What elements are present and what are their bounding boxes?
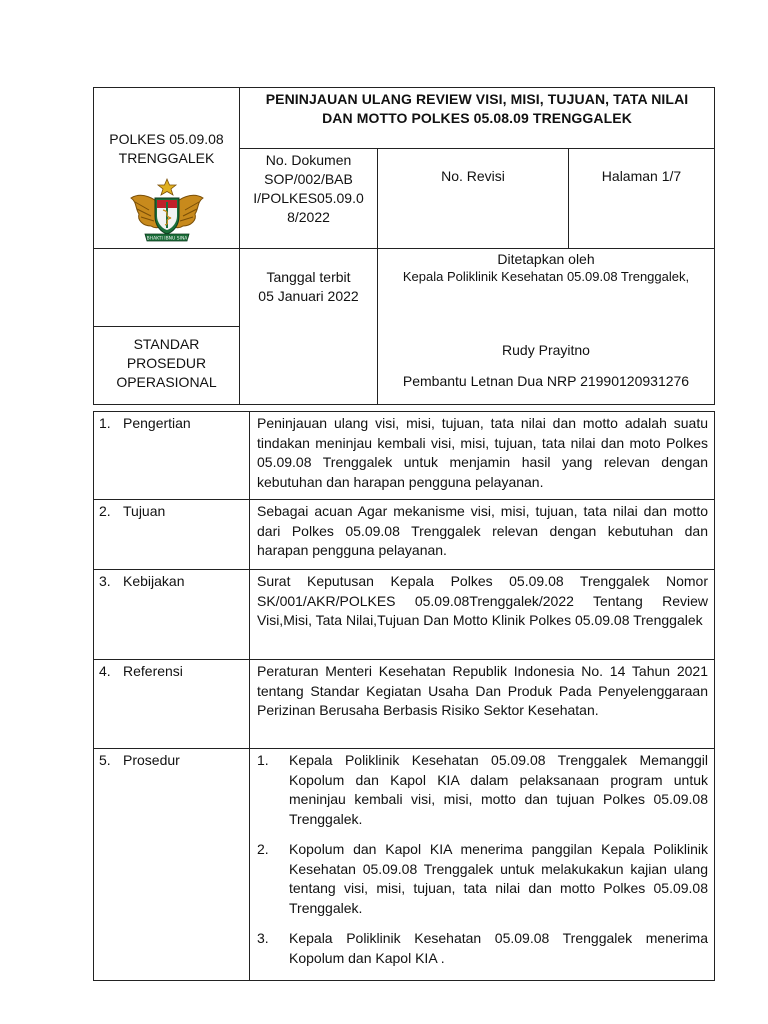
svg-text:BHAKTI IBNU SINA: BHAKTI IBNU SINA: [146, 236, 187, 242]
procedure-step: 2. Kopolum dan Kapol KIA menerima panggilan Kepala Poliklinik Kesehatan 05.09.08 Trenggalek untuk melakukakun kajian ulang tentang visi, misi, tujuan, tata nilai dan motto Polkes 05.09.08 Trenggalek.: [257, 841, 708, 916]
org-name: POLKES 05.09.08 TRENGGALEK: [109, 131, 224, 166]
revision-cell: No. Revisi: [378, 148, 569, 248]
section-row: [94, 749, 715, 981]
section-label: 1. Pengertian: [94, 412, 250, 500]
section-text: Peninjauan ulang visi, misi, tujuan, tata nilai dan motto adalah suatu tindakan meninjau kembali visi, misi, tujuan, tata nilai dan moto Polkes 05.09.08 Trenggalek untuk menjamin hasil yang relevan dengan kebutuhan dan harapan pengguna pelayanan.: [250, 412, 715, 500]
procedure-cell: [250, 749, 715, 981]
procedure-list: [257, 751, 708, 968]
section-label: 2. Tujuan: [94, 500, 250, 570]
sop-content-table: [93, 411, 715, 981]
org-cell: [94, 88, 240, 249]
procedure-step: 3. Kepala Poliklinik Kesehatan 05.09.08 Trenggalek menerima Kopolum dan Kapol KIA .: [257, 930, 708, 966]
issue-date-value: 05 Januari 2022: [258, 288, 359, 304]
section-text: Surat Keputusan Kepala Polkes 05.09.08 Trenggalek Nomor SK/001/AKR/POLKES 05.09.08Trenggalek/2022 Tentang Review Visi,Misi, Tata Nilai,Tujuan Dan Motto Klinik Polkes 05.09.08 Trenggalek: [250, 570, 715, 660]
doc-number-cell: [240, 148, 378, 248]
logo-spacer-cell: [94, 249, 240, 327]
doc-number-line-2: I/POLKES05.09.0: [253, 189, 364, 206]
approver-title: Kepala Poliklinik Kesehatan 05.09.08 Trenggalek,: [402, 269, 690, 284]
section-label: 3. Kebijakan: [94, 570, 250, 660]
approved-by-label: Ditetapkan oleh: [497, 251, 595, 267]
doc-number-line-3: 8/2022: [287, 208, 330, 225]
section-text: Sebagai acuan Agar mekanisme visi, misi, tujuan, tata nilai dan motto dari Polkes 05.09.08 Trenggalek relevan dengan kebutuhan dan harapan pengguna pelayanan.: [250, 500, 715, 570]
section-row: [94, 500, 715, 570]
section-row: [94, 660, 715, 749]
document-title: PENINJAUAN ULANG REVIEW VISI, MISI, TUJUAN, TATA NILAI DAN MOTTO POLKES 05.08.09 TRENGGALEK: [240, 88, 715, 149]
sop-header-table: [93, 87, 715, 405]
approver-rank: Pembantu Letnan Dua NRP 21990120931276: [402, 373, 690, 389]
doc-number-line-1: SOP/002/BAB: [264, 170, 353, 187]
procedure-step: 1. Kepala Poliklinik Kesehatan 05.09.08 Trenggalek Memanggil Kopolum dan Kapol KIA dalam pelaksanaan program untuk meninjau kembali visi, misi, motto dan tujuan Polkes 05.09.08 Trenggalek.: [257, 752, 708, 827]
issue-date-label: Tanggal terbit: [266, 269, 351, 285]
section-row: [94, 412, 715, 500]
section-text: Peraturan Menteri Kesehatan Republik Indonesia No. 14 Tahun 2021 tentang Standar Kegiatan Usaha Dan Produk Pada Penyelenggaraan Perizinan Berusaha Berbasis Risiko Sektor Kesehatan.: [250, 660, 715, 749]
section-label: 4. Referensi: [94, 660, 250, 749]
issue-date-cell: [240, 249, 378, 405]
doc-number-label: No. Dokumen: [265, 151, 352, 168]
approval-cell: [378, 249, 715, 405]
section-row: [94, 570, 715, 660]
sop-type-cell: STANDAR PROSEDUR OPERASIONAL: [94, 327, 240, 405]
page-number-cell: Halaman 1/7: [569, 148, 715, 248]
section-label: 5. Prosedur: [94, 749, 250, 981]
approver-name: Rudy Prayitno: [502, 342, 590, 358]
polkes-emblem-icon: [127, 176, 207, 248]
